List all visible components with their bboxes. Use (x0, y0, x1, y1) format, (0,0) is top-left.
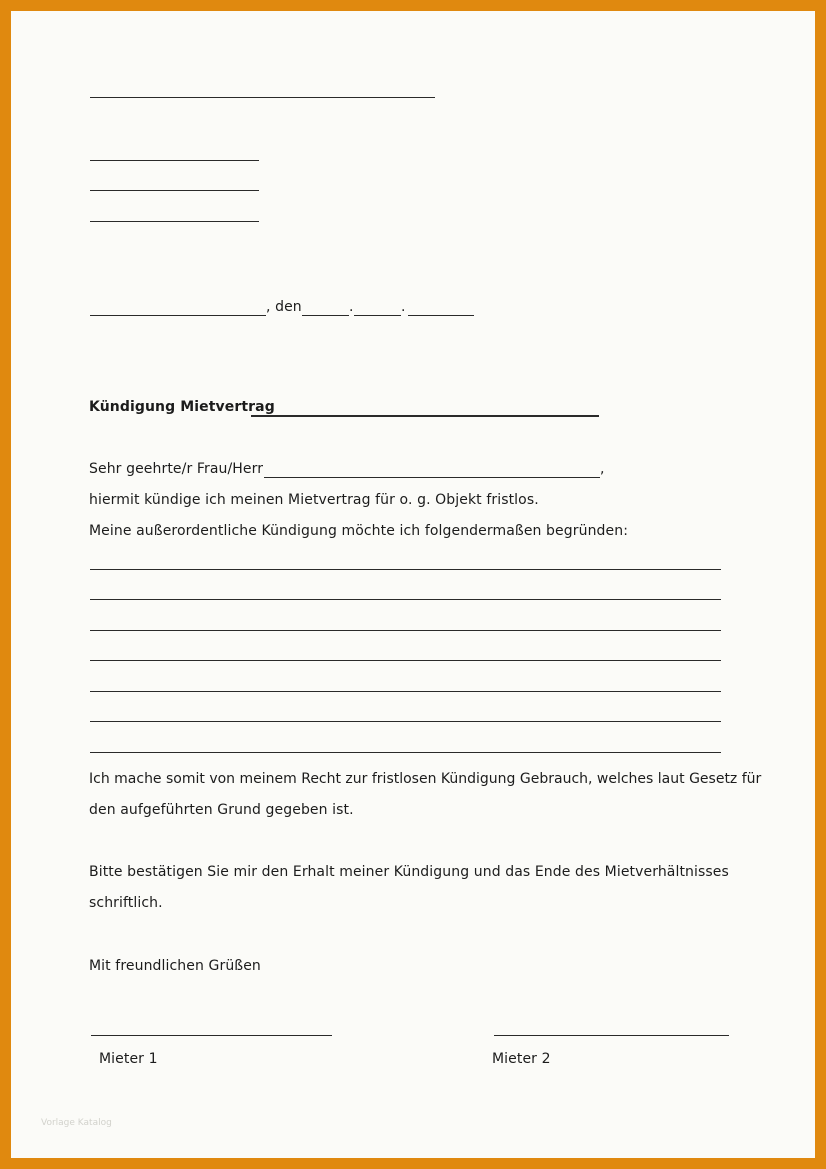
date-day-line[interactable] (302, 315, 349, 316)
salutation-comma: , (600, 461, 605, 477)
signature-label-tenant-1: Mieter 1 (99, 1051, 158, 1067)
body-paragraph-4-line-2: schriftlich. (89, 895, 163, 911)
sender-address-line-1[interactable] (90, 160, 259, 161)
body-paragraph-4-line-1: Bitte bestätigen Sie mir den Erhalt meiner Kündigung und das Ende des Mietverhältnisses (89, 864, 729, 880)
place-line[interactable] (90, 315, 266, 316)
reason-line-2[interactable] (90, 599, 721, 600)
body-paragraph-1: hiermit kündige ich meinen Mietvertrag für o. g. Objekt fristlos. (89, 492, 539, 508)
sender-address-line-2[interactable] (90, 190, 259, 191)
reason-line-5[interactable] (90, 691, 721, 692)
landlord-name-line[interactable] (264, 477, 600, 478)
closing-text: Mit freundlichen Grüßen (89, 958, 261, 974)
date-separator-2: . (401, 299, 406, 315)
subject-object-line[interactable] (251, 415, 599, 417)
subject-heading: Kündigung Mietvertrag (89, 399, 275, 415)
body-paragraph-3-line-2: den aufgeführten Grund gegeben ist. (89, 802, 354, 818)
reason-line-4[interactable] (90, 660, 721, 661)
salutation-text: Sehr geehrte/r Frau/Herr (89, 461, 264, 477)
date-separator-1: . (349, 299, 354, 315)
signature-line-tenant-2[interactable] (494, 1035, 729, 1036)
signature-label-tenant-2: Mieter 2 (492, 1051, 551, 1067)
letter-page (11, 11, 815, 1158)
date-den-label: , den (266, 299, 302, 315)
watermark-text: Vorlage Katalog (41, 1118, 112, 1128)
reason-line-6[interactable] (90, 721, 721, 722)
reason-line-7[interactable] (90, 752, 721, 753)
body-paragraph-2: Meine außerordentliche Kündigung möchte ich folgendermaßen begründen: (89, 523, 629, 539)
sender-address-line-3[interactable] (90, 221, 259, 222)
signature-line-tenant-1[interactable] (91, 1035, 332, 1036)
date-month-line[interactable] (354, 315, 401, 316)
date-year-line[interactable] (408, 315, 474, 316)
reason-line-3[interactable] (90, 630, 721, 631)
sender-name-line[interactable] (90, 97, 435, 98)
body-paragraph-3-line-1: Ich mache somit von meinem Recht zur fristlosen Kündigung Gebrauch, welches laut Gesetz für (89, 771, 762, 787)
reason-line-1[interactable] (90, 569, 721, 570)
